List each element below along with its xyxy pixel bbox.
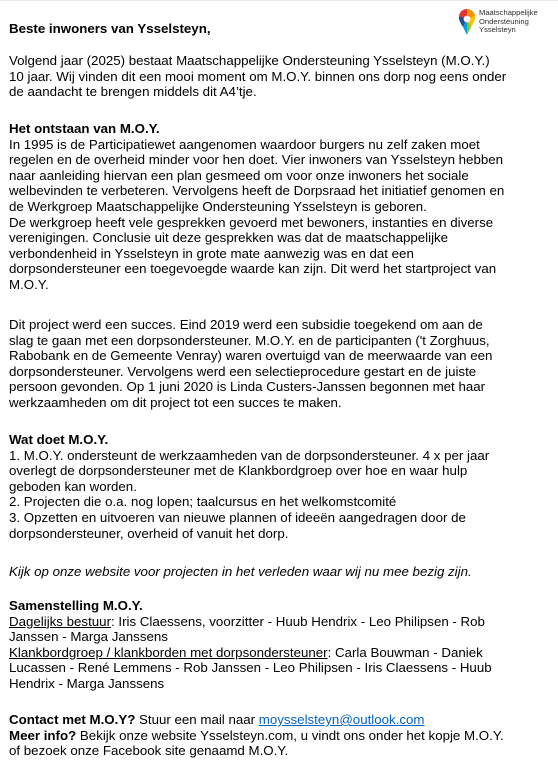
website-note: Kijk op onze website voor projecten in het verleden waar wij nu mee bezig zijn. (9, 564, 472, 579)
info-line (9, 728, 549, 744)
history-line: welbevinden te verbeteren. Vervolgens heeft de Dorpsraad het initiatief genomen en (9, 183, 505, 199)
logo-line-2: Ondersteuning (479, 16, 529, 26)
intro-line: 10 jaar. Wij vinden dit een mooi moment om M.O.Y. binnen ons dorp nog eens onder (9, 68, 507, 84)
history-line: slag te gaan met een dorpsondersteuner. M.O.Y. en de participanten ('t Zorghuus, (9, 332, 490, 348)
activities-heading: Wat doet M.O.Y. (9, 432, 109, 447)
sounding-line (9, 645, 549, 661)
info-text: Bekijk onze website Ysselsteyn.com, u vindt ons onder het kopje M.O.Y. (76, 727, 504, 743)
logo-line-1: Maatschappelijke (479, 8, 538, 18)
history-heading: Het ontstaan van M.O.Y. (9, 121, 160, 136)
activities-line: dorpsondersteuner, overheid of vanuit het dorp. (9, 525, 289, 541)
info-line-2: of bezoek onze Facebook site genaamd M.O.Y. (9, 743, 289, 759)
history-line: Dit project werd een succes. Eind 2019 werd een subsidie toegekend om aan de (9, 317, 483, 332)
logo-line-3: Ysselsteyn (479, 25, 516, 35)
moy-logo-text (479, 9, 538, 35)
history-line: regelen en de overheid minder voor hen doet. Vier inwoners van Ysselsteyn hebben (9, 152, 504, 168)
composition-section (9, 598, 549, 692)
history-line: verbondenheid in Ysselsteyn in grote mate aanwezig was en dat een (9, 245, 414, 261)
history-line: werkzaamheden om dit project tot een succes te maken. (9, 394, 342, 410)
moy-logo-icon (457, 7, 477, 37)
activities-line: 2. Projecten die o.a. nog lopen; taalcursus en het welkomstcomité (9, 494, 397, 510)
history-line: In 1995 is de Participatiewet aangenomen waardoor burgers nu zelf zaken moet (9, 136, 480, 152)
sounding-board-label: Klankbordgroep / klankborden met dorpsondersteuner (9, 644, 328, 660)
intro-paragraph (9, 53, 549, 100)
intro-line: Volgend jaar (2025) bestaat Maatschappelijke Ondersteuning Ysselsteyn (M.O.Y.) (9, 53, 490, 68)
history-line: de Werkgroep Maatschappelijke Ondersteuning Ysselsteyn is geboren. (9, 198, 427, 214)
history-line: De werkgroep heeft vele gesprekken gevoerd met bewoners, instanties en diverse (9, 214, 494, 230)
contact-section (9, 712, 549, 759)
history-success-paragraph (9, 317, 549, 411)
contact-text: Stuur een mail naar (135, 712, 259, 727)
intro-line: de aandacht te brengen middels dit A4’tje. (9, 84, 257, 100)
history-line: persoon gevonden. Op 1 juni 2020 is Linda Custers-Janssen begonnen met haar (9, 379, 486, 395)
email-link[interactable]: moysselsteyn@outlook.com (258, 712, 425, 727)
history-line: dorpsondersteuner een toegevoegde waarde kan zijn. Dit werd het startproject van (9, 261, 497, 277)
moy-logo (457, 4, 553, 40)
activities-line: geboden kan worden. (9, 478, 137, 494)
sounding-line-2: Lucassen - René Lemmens - Rob Janssen - Leo Philipsen - Iris Claessens - Huub (9, 660, 492, 676)
info-label: Meer info? (9, 727, 77, 743)
activities-section (9, 432, 549, 541)
history-section (9, 121, 549, 293)
activities-line: 3. Opzetten en uitvoeren van nieuwe plannen of ideeën aangedragen door de (9, 509, 466, 525)
contact-line (9, 712, 549, 728)
contact-label: Contact met M.O.Y? (9, 712, 136, 727)
greeting: Beste inwoners van Ysselsteyn, (9, 21, 211, 36)
activities-line: 1. M.O.Y. ondersteunt de werkzaamheden van de dorpsondersteuner. 4 x per jaar (9, 447, 490, 463)
sounding-board-members: : Carla Bouwman - Daniek (327, 644, 483, 660)
history-line: verenigingen. Conclusie uit deze gesprekken was dat de maatschappelijke (9, 230, 449, 246)
history-line: Rabobank en de Gemeente Venray) waren overtuigd van de meerwaarde van een (9, 348, 493, 364)
sounding-line-3: Hendrix - Marga Janssens (9, 675, 165, 691)
board-line (9, 614, 549, 630)
board-label: Dagelijks bestuur (9, 613, 111, 629)
board-members: : Iris Claessens, voorzitter - Huub Hendrix - Leo Philipsen - Rob (111, 613, 485, 629)
composition-heading: Samenstelling M.O.Y. (9, 598, 143, 613)
top-rule (0, 0, 558, 1)
history-line: dorpsondersteuner. Vervolgens werd een selectieprocedure gestart en de juiste (9, 363, 477, 379)
history-line: naar aanleiding hiervan een plan gesmeed om voor onze inwoners het sociale (9, 167, 469, 183)
board-line-2: Janssen - Marga Janssens (9, 629, 168, 645)
activities-line: overlegt de dorpsondersteuner met de Klankbordgroep over hoe en waar hulp (9, 463, 468, 479)
history-line: M.O.Y. (9, 276, 49, 292)
